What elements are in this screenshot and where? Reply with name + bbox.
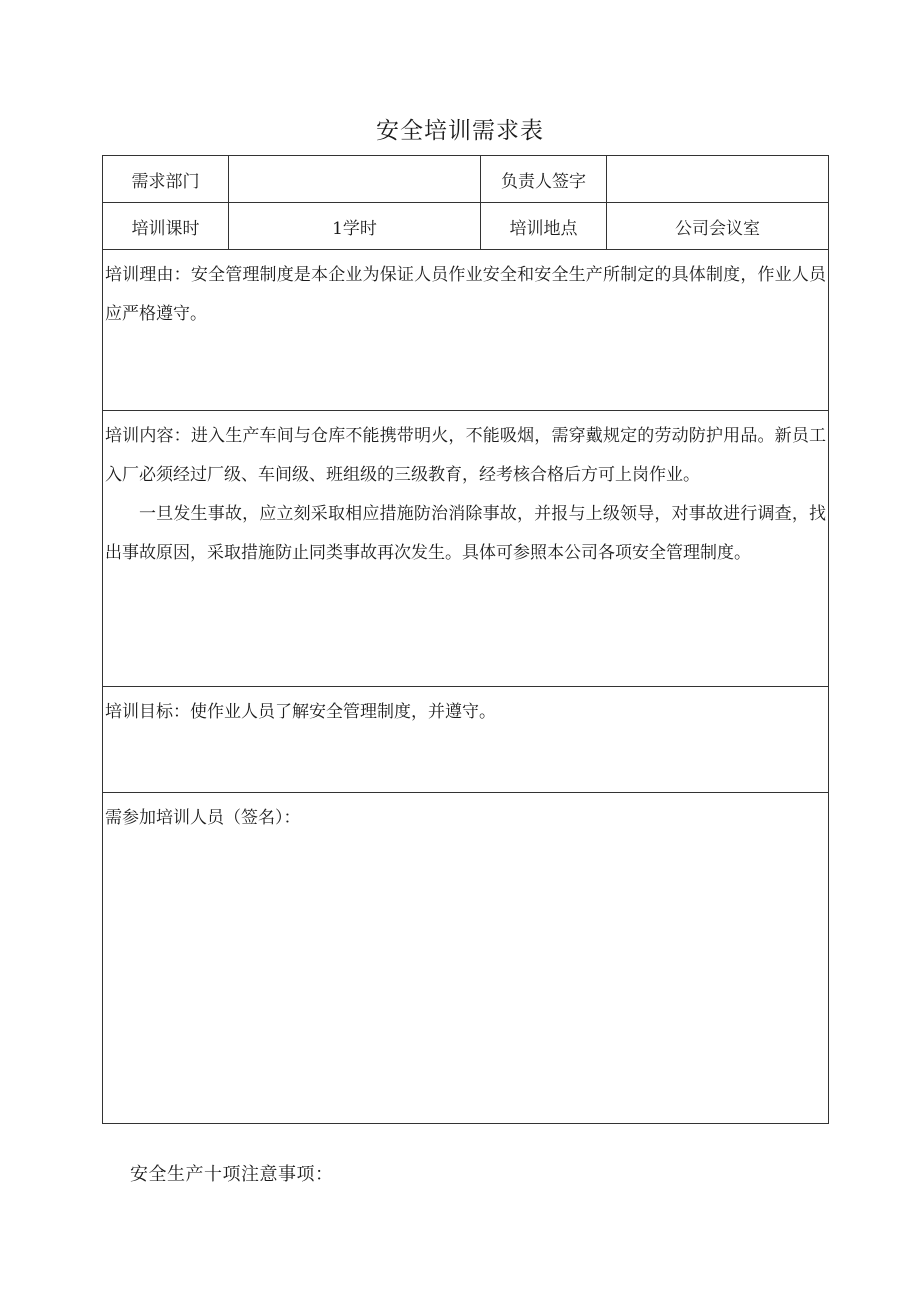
table-row [103, 793, 829, 1124]
safety-notes-heading: 安全生产十项注意事项： [130, 1164, 334, 1185]
goal-text: 培训目标：使作业人员了解安全管理制度，并遵守。 [105, 702, 496, 722]
table-row [103, 687, 829, 793]
content-cell [103, 411, 829, 687]
signature-label: 负责人签字 [481, 156, 607, 203]
hours-label: 培训课时 [103, 203, 229, 250]
location-value: 公司会议室 [607, 203, 829, 250]
reason-text: 培训理由：安全管理制度是本企业为保证人员作业安全和安全生产所制定的具体制度，作业人员应严格遵守。 [105, 265, 826, 324]
attendees-cell[interactable] [103, 793, 829, 1124]
table-row [103, 411, 829, 687]
reason-cell [103, 250, 829, 411]
dept-field[interactable] [229, 156, 481, 203]
training-request-table [102, 155, 829, 1124]
goal-cell [103, 687, 829, 793]
table-row [103, 156, 829, 203]
table-row [103, 203, 829, 250]
content-paragraph-2: 一旦发生事故，应立刻采取相应措施防治消除事故，并报与上级领导，对事故进行调查，找出事故原因，采取措施防止同类事故再次发生。具体可参照本公司各项安全管理制度。 [105, 504, 826, 563]
attendees-label: 需参加培训人员（签名）： [105, 808, 301, 828]
signature-field[interactable] [607, 156, 829, 203]
dept-label: 需求部门 [103, 156, 229, 203]
table-row [103, 250, 829, 411]
page-title: 安全培训需求表 [376, 118, 544, 144]
content-paragraph-1: 培训内容：进入生产车间与仓库不能携带明火，不能吸烟，需穿戴规定的劳动防护用品。新员工入厂必须经过厂级、车间级、班组级的三级教育，经考核合格后方可上岗作业。 [105, 426, 826, 485]
hours-value: 1学时 [229, 203, 481, 250]
location-label: 培训地点 [481, 203, 607, 250]
